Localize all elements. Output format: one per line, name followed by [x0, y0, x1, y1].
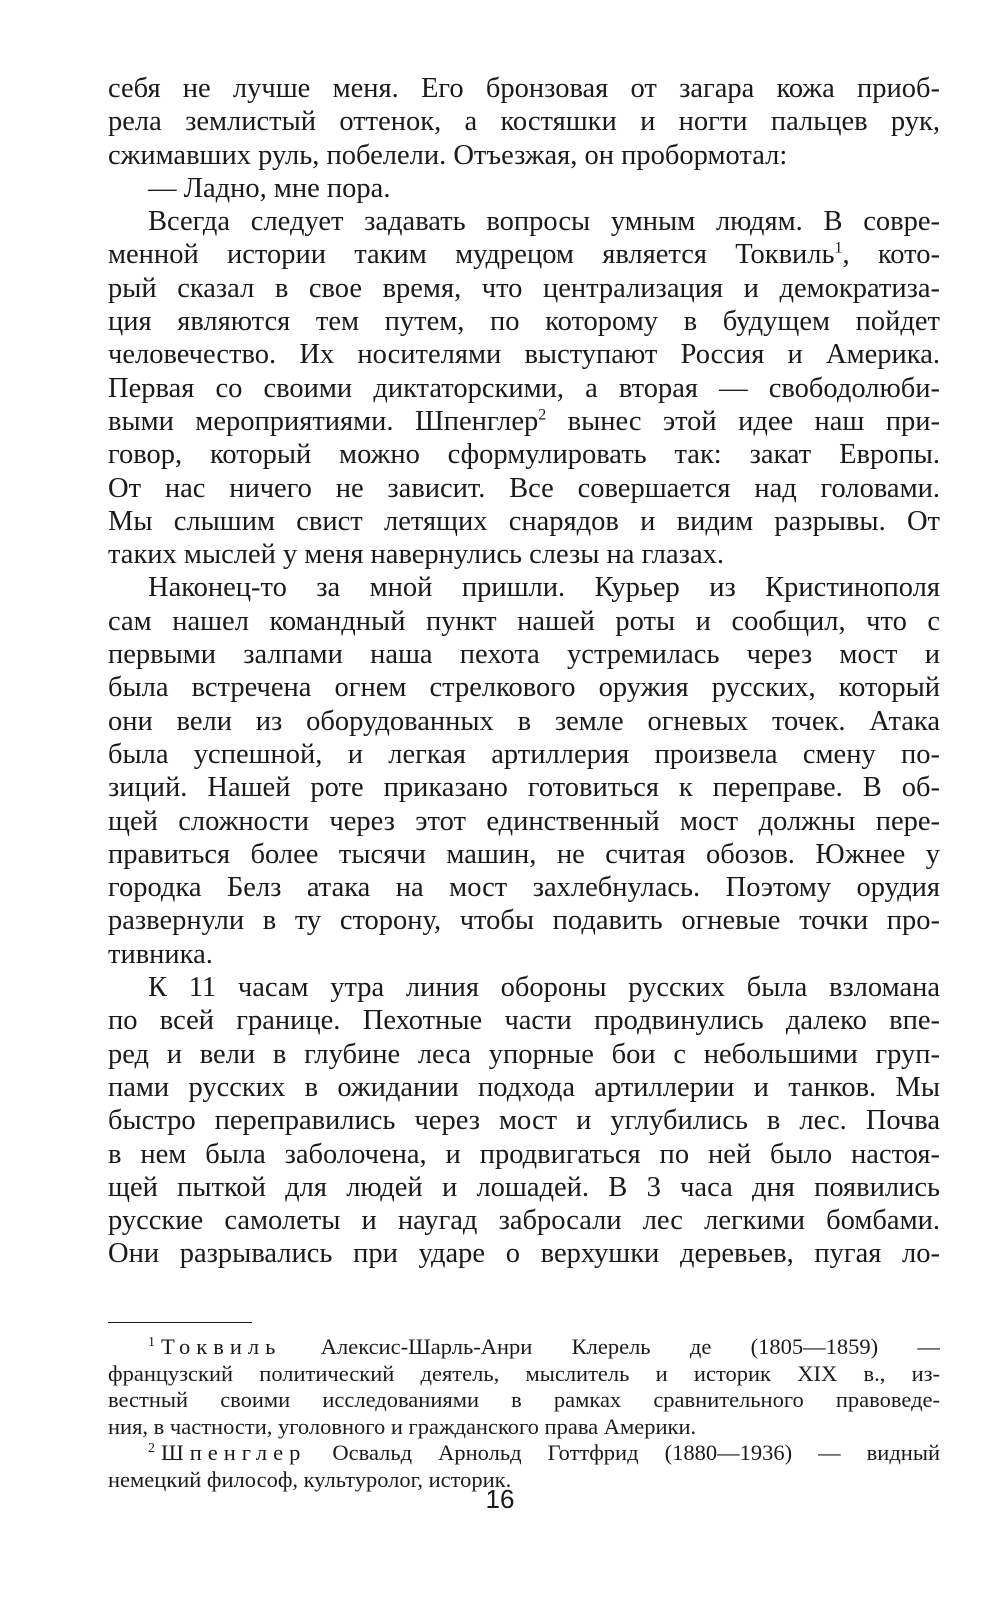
text-line: сам нашел командный пункт нашей роты и сообщил, что с: [108, 605, 940, 637]
text-fragment: менной истории таким мудрецом является Токвиль: [108, 239, 835, 271]
text-line: себя не лучше меня. Его бронзовая от загара кожа приоб-: [108, 73, 940, 104]
footnote-term: Токвиль: [161, 1334, 282, 1359]
text-line: Они разрывались при ударе о верхушки деревьев, пугая ло-: [108, 1238, 940, 1270]
footnote-line: [108, 1440, 940, 1467]
text-line: правиться более тысячи машин, не считая обозов. Южнее у: [108, 838, 940, 870]
text-fragment: выми мероприятиями. Шпенглер: [108, 405, 539, 437]
text-line: зиций. Нашей роте приказано готовиться к переправе. В об-: [108, 772, 940, 804]
text-line: по всей границе. Пехотные части продвинулись далеко впе-: [108, 1005, 940, 1037]
text-line: была успешной, и легкая артиллерия произвела смену по-: [108, 738, 940, 770]
text-line: [108, 405, 940, 438]
footnotes: [108, 1334, 940, 1493]
text-line: Наконец-то за мной пришли. Курьер из Кристинополя: [148, 572, 940, 604]
text-line: [108, 238, 940, 271]
text-line: Первая со своими диктаторскими, а вторая — свободолюби-: [108, 372, 940, 404]
text-line: развернули в ту сторону, чтобы подавить огневые точки про-: [108, 905, 940, 937]
footnote-line: вестный своими исследованиями в рамках сравнительного правоведе-: [108, 1387, 940, 1412]
text-line: рый сказал в свое время, что централизация и демократиза-: [108, 272, 940, 304]
text-line: пами русских в ожидании подхода артиллерии и танков. Мы: [108, 1071, 940, 1103]
text-line: рела землистый оттенок, а костяшки и ногти пальцев рук,: [108, 106, 940, 138]
body-text: [108, 72, 940, 1271]
text-line: таких мыслей у меня навернулись слезы на глазах.: [108, 539, 724, 571]
text-line: щей пыткой для людей и лошадей. В 3 часа дня появились: [108, 1171, 940, 1203]
text-line: К 11 часам утра линия обороны русских была взломана: [148, 972, 940, 1004]
text-line: От нас ничего не зависит. Все совершается над головами.: [108, 472, 940, 504]
text-line: городка Белз атака на мост захлебнулась. Поэтому орудия: [108, 872, 940, 904]
footnote-mark: 1: [148, 1334, 155, 1350]
text-line: Всегда следует задавать вопросы умным людям. В совре-: [148, 206, 940, 238]
footnote-1: [108, 1334, 940, 1440]
footnote-line: [108, 1334, 940, 1361]
page-number: 16: [485, 1484, 515, 1514]
footnote-text: Алексис-Шарль-Анри Клерель де (1805—1859) —: [320, 1334, 940, 1359]
text-fragment: вынес этой идее наш при-: [546, 405, 940, 437]
footnote-ref-1[interactable]: 1: [834, 239, 843, 257]
text-line: ция являются тем путем, по которому в будущем пойдет: [108, 306, 940, 338]
footnote-ref-2[interactable]: 2: [538, 406, 547, 424]
text-line: — Ладно, мне пора.: [148, 172, 391, 204]
text-line: русские самолеты и наугад забросали лес легкими бомбами.: [108, 1205, 940, 1237]
text-line: сжимавших руль, побелели. Отъезжая, он пробормотал:: [108, 139, 788, 171]
text-line: они вели из оборудованных в земле огневых точек. Атака: [108, 705, 940, 737]
text-line: быстро переправились через мост и углубились в лес. Почва: [108, 1105, 940, 1137]
footnote-mark: 2: [148, 1440, 155, 1456]
page-content: [108, 72, 940, 1271]
footnote-term: Шпенглер: [161, 1440, 307, 1465]
footnote-line: французский политический деятель, мыслитель и историк XIX в., из-: [108, 1360, 940, 1386]
text-line: ред и вели в глубине леса упорные бои с небольшими груп-: [108, 1038, 940, 1070]
text-fragment: , кото-: [842, 239, 940, 271]
footnote-text: Освальд Арнольд Готтфрид (1880—1936) — видный: [332, 1440, 940, 1465]
footnote-divider: [108, 1322, 252, 1323]
footnote-line: ния, в частности, уголовного и гражданского права Америки.: [108, 1413, 697, 1439]
text-line: щей сложности через этот единственный мост должны пере-: [108, 805, 940, 837]
text-line: человечество. Их носителями выступают Россия и Америка.: [108, 339, 940, 371]
text-line: в нем была заболочена, и продвигаться по ней было настоя-: [108, 1138, 940, 1170]
text-line: говор, который можно сформулировать так: закат Европы.: [108, 439, 940, 471]
text-line: Мы слышим свист летящих снарядов и видим разрывы. От: [108, 505, 940, 537]
text-line: первыми залпами наша пехота устремилась через мост и: [108, 639, 940, 671]
text-line: была встречена огнем стрелкового оружия русских, который: [108, 672, 940, 704]
footnote-line: немецкий философ, культуролог, историк.: [108, 1466, 512, 1492]
text-line: тивника.: [108, 938, 213, 970]
